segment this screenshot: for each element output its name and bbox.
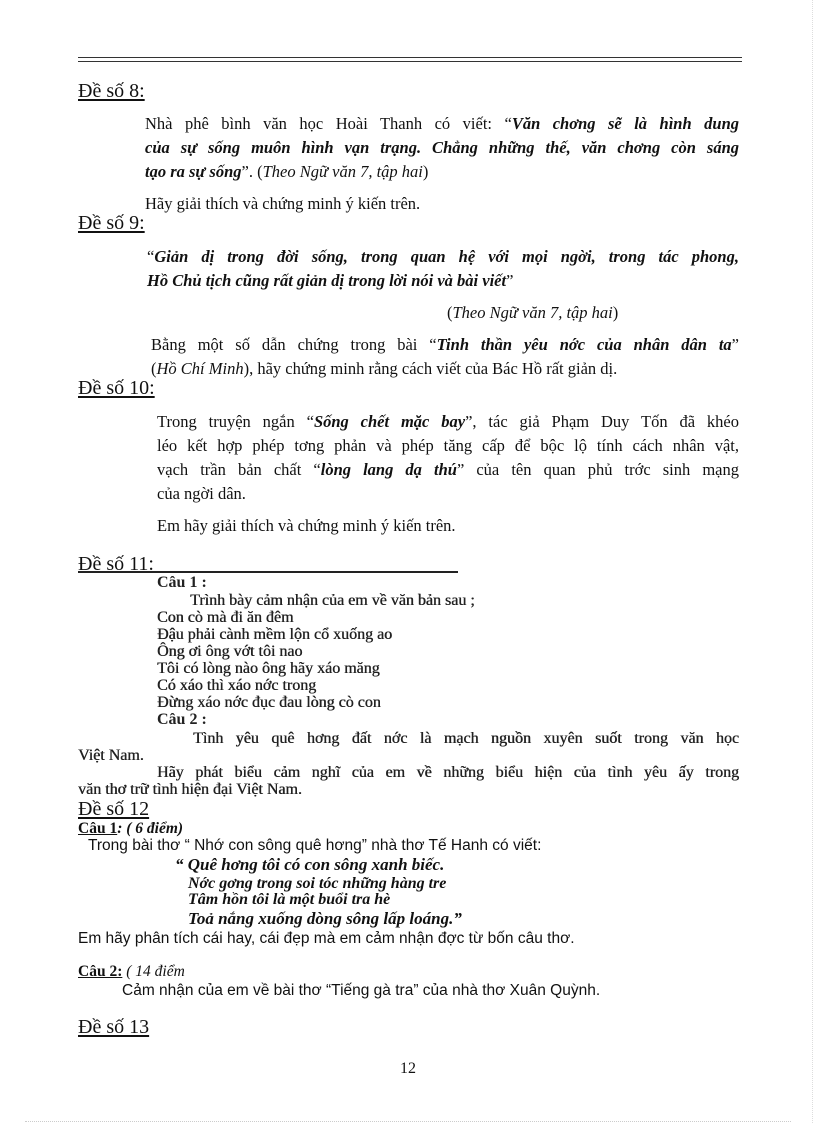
de11-cau-2-line-3: Hãy phát biểu cảm nghĩ của em về những biểu hiện của tình yêu ấy trong [157,764,739,781]
de9-task2-rest: ), hãy chứng minh rằng cách viết của Bác Hồ rất giản dị. [243,359,618,378]
heading-de-10: Đề số 10: [78,377,155,399]
de11-poem-line: Có xáo thì xáo nớc trong [157,677,317,694]
de10-line-1 [157,410,739,434]
de10-story-title: Sống chết mặc bay [313,412,466,431]
heading-de-13: Đề số 13 [78,1016,150,1038]
de12-intro: Trong bài thơ “ Nhớ con sông quê hơng” nhà thơ Tế Hanh có viết: [88,837,542,854]
de11-poem-line: Đừng xáo nớc đục đau lòng cò con [157,694,381,711]
de12-poem-line: Toả nắng xuống dòng sông lấp loáng.” [188,909,462,928]
de8-quote-3: tạo ra sự sống [145,162,242,181]
de9-quote-2: Hồ Chủ tịch cũng rất giản dị trong lời nói và bài viết [147,271,507,290]
de8-line-3-mid: ”. ( [241,162,263,181]
de9-quote-line-1 [147,245,739,269]
de12-poem-line: “ Quê hơng tôi có con sông xanh biếc. [175,855,445,874]
de9-source: Theo Ngữ văn 7, tập hai [452,303,613,322]
de11-cau-2-line-2: Việt Nam. [78,747,144,764]
right-dotted-border [812,0,813,1123]
de9-author: Hồ Chí Minh [156,359,244,378]
de9-source-close: ) [612,303,619,322]
de8-line-3-end: ) [422,162,429,181]
de11-poem-line: Tôi có lòng nào ông hãy xáo măng [157,660,380,677]
de10-line-2: léo kết hợp phép tơng phản và phép tăng cấp để bộc lộ tính cách nhân vật, [157,436,739,455]
de12-poem-line: Tâm hồn tôi là một buổi tra hè [188,891,391,908]
de12-cau-2 [78,963,185,981]
heading-de-11: Đề số 11: [78,553,154,575]
de12-cau-2-task: Cảm nhận của em về bài thơ “Tiếng gà tra” của nhà thơ Xuân Quỳnh. [122,982,601,999]
de12-cau-2-points: ( 14 điểm [122,963,185,980]
de8-source: Theo Ngữ văn 7, tập hai [262,162,423,181]
de12-poem-line: Nớc gơng trong soi tóc những hàng tre [188,875,447,892]
page-number: 12 [400,1060,416,1077]
de9-quote-open: “ [147,247,155,266]
de9-task-line-2 [151,357,617,381]
de12-cau-1 [78,820,183,838]
top-rule-2 [78,61,742,62]
de9-quote-1: Giản dị trong đời sống, trong quan hệ với mọi ngời, trong tác phong, [154,247,739,266]
de9-task2-open: ( [151,359,157,378]
de10-l3-pre: vạch trần bản chất “ [157,460,321,479]
top-rule-1 [78,57,742,58]
de8-line-2: của sự sống muôn hình vạn trạng. Chẳng những thế, văn chơng còn sáng [145,138,739,157]
de10-l1-pre: Trong truyện ngắn “ [157,412,314,431]
de12-cau-1-label: Câu 1 [78,820,118,837]
de11-cau-1-task: Trình bày cảm nhận của em về văn bản sau ; [190,592,475,609]
de10-task: Em hãy giải thích và chứng minh ý kiến trên. [157,516,456,535]
de11-cau-1: Câu 1 : [157,574,207,591]
de8-line-1 [145,112,739,136]
de8-task: Hãy giải thích và chứng minh ý kiến trên. [145,194,421,213]
de9-source-line [447,301,618,325]
bottom-dotted-border [25,1121,791,1122]
heading-de-12: Đề số 12 [78,798,150,820]
de9-source-open: ( [447,303,453,322]
de8-line-3 [145,160,428,184]
de10-l1-rest: ”, tác giả Phạm Duy Tốn đã khéo [465,412,740,431]
de11-poem-line: Ông ơi ông vớt tôi nao [157,643,303,660]
de9-quote-close: ” [506,271,514,290]
heading-de-8: Đề số 8: [78,80,145,102]
de12-cau-2-label: Câu 2: [78,963,123,980]
de10-quote: lòng lang dạ thú [320,460,457,479]
de9-quote-line-2 [147,269,513,293]
de8-quote-1: Văn chơng sẽ là hình dung [511,114,739,133]
de9-task-mid: ” [731,335,739,354]
de10-line-4: của ngời dân. [157,484,246,503]
heading-de-9: Đề số 9: [78,212,145,234]
de9-task-pre: Bằng một số dẫn chứng trong bài “ [151,335,437,354]
de11-poem-line: Đậu phải cành mềm lộn cổ xuống ao [157,626,393,643]
de11-cau-2: Câu 2 : [157,711,207,728]
de8-line-1-pre: Nhà phê bình văn học Hoài Thanh có viết: “ [145,114,512,133]
de10-line-3 [157,458,739,482]
de12-task: Em hãy phân tích cái hay, cái đẹp mà em cảm nhận đợc từ bốn câu thơ. [78,930,575,947]
de10-l3-rest: ” của tên quan phủ trớc sinh mạng [456,460,739,479]
de12-cau-1-points: : ( 6 điểm) [117,820,184,837]
de11-heading-underline [78,571,458,573]
de11-cau-2-line-1: Tình yêu quê hơng đất nớc là mạch nguồn xuyên suốt trong văn học [193,730,739,747]
de9-task-title: Tinh thần yêu nớc của nhân dân ta [436,335,732,354]
de9-task-line-1 [151,333,739,357]
de11-poem-line: Con cò mà đi ăn đêm [157,609,294,626]
de11-cau-2-line-4: văn thơ trữ tình hiện đại Việt Nam. [78,781,302,798]
